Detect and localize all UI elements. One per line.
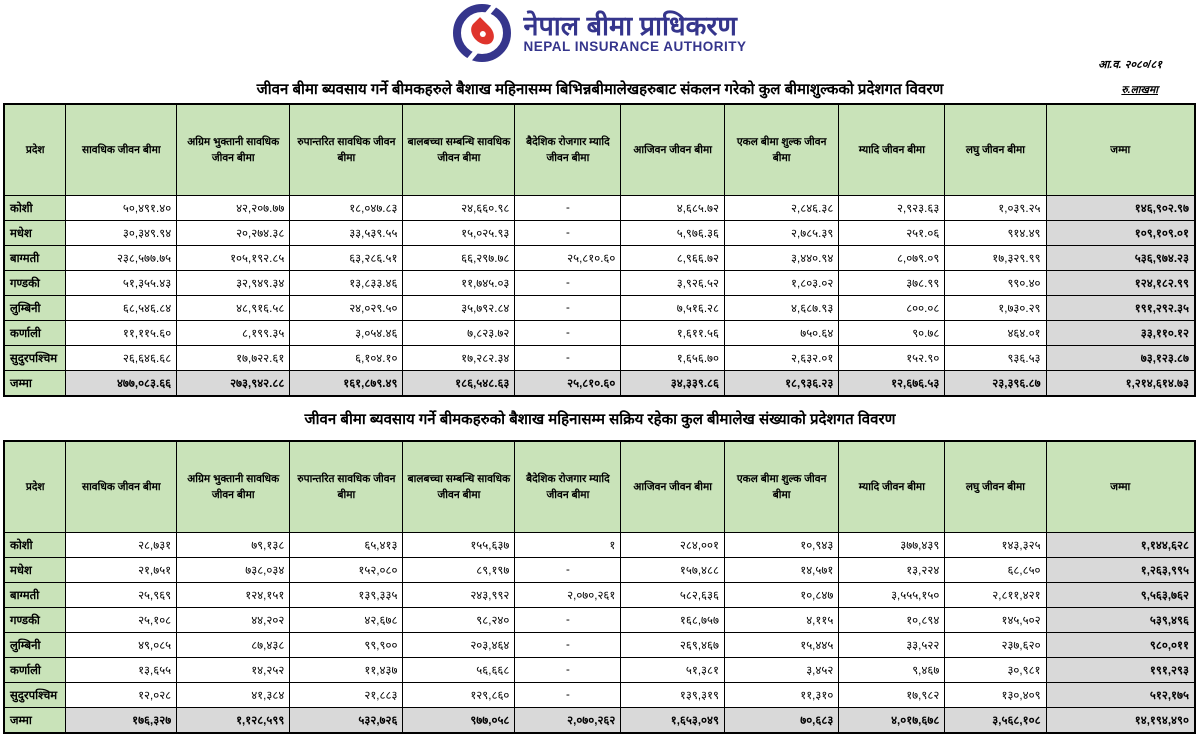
premium-table-title: जीवन बीमा ब्यवसाय गर्ने बीमकहरुले बैशाख महिनासम्म बिभिन्नबीमालेखहरुबाट संकलन गरेको कुल बीमाशुल्कको प्रदेशगत विवरण — [256, 81, 944, 98]
province-cell: कोशी — [4, 533, 66, 558]
value-cell: २१,७५१ — [66, 558, 177, 583]
table-row — [4, 558, 1195, 583]
value-cell: १२४,१५१ — [177, 583, 290, 608]
row-total-cell: ३३,११०.१२ — [1046, 321, 1195, 346]
province-cell: सुदुरपश्चिम — [4, 683, 66, 708]
value-cell: - — [515, 196, 621, 221]
value-cell: १०,८४७ — [725, 583, 839, 608]
value-cell: २,६३२.०१ — [725, 346, 839, 371]
column-header: बैदेशिक रोजगार म्यादि जीवन बीमा — [515, 104, 621, 196]
authority-emblem-icon — [453, 4, 511, 62]
table-row — [4, 296, 1195, 321]
row-total-cell: १,२१४,६१४.७३ — [1046, 371, 1195, 397]
table-row — [4, 608, 1195, 633]
value-cell: ८००.०८ — [839, 296, 945, 321]
value-cell: ४९,०८५ — [66, 633, 177, 658]
table-row — [4, 196, 1195, 221]
table-row — [4, 246, 1195, 271]
value-cell: ५८२,६३६ — [621, 583, 725, 608]
column-header: सावधिक जीवन बीमा — [66, 441, 177, 533]
row-total-cell: १९१,२९३ — [1046, 658, 1195, 683]
row-total-cell: १,२६३,९९५ — [1046, 558, 1195, 583]
value-cell: ९९,९०० — [290, 633, 403, 658]
column-header: लघु जीवन बीमा — [945, 441, 1046, 533]
table-row — [4, 271, 1195, 296]
value-cell: ४,११५ — [725, 608, 839, 633]
value-cell: ६३,२८६.५१ — [290, 246, 403, 271]
table-row — [4, 658, 1195, 683]
value-cell: ६८,८५० — [945, 558, 1046, 583]
value-cell: ६८,५४६.८४ — [66, 296, 177, 321]
column-header: एकल बीमा शुल्क जीवन बीमा — [725, 441, 839, 533]
value-cell: ३२,९४९.३४ — [177, 271, 290, 296]
value-cell: ३०,९८१ — [945, 658, 1046, 683]
province-cell: बाग्मती — [4, 246, 66, 271]
value-cell: १५,४४५ — [725, 633, 839, 658]
value-cell: १४,२५२ — [177, 658, 290, 683]
value-cell: १४५,५०२ — [945, 608, 1046, 633]
province-cell: मधेश — [4, 221, 66, 246]
header-row — [4, 441, 1195, 533]
premium-by-province-table — [3, 103, 1196, 397]
table-row — [4, 583, 1195, 608]
column-header: सावधिक जीवन बीमा — [66, 104, 177, 196]
column-header: आजिवन जीवन बीमा — [621, 441, 725, 533]
value-cell: - — [515, 633, 621, 658]
value-cell: ३५,७९२.८४ — [403, 296, 515, 321]
value-cell: ५१,३८१ — [621, 658, 725, 683]
value-cell: ९१४.४९ — [945, 221, 1046, 246]
row-total-cell: १०९,१०९.०१ — [1046, 221, 1195, 246]
value-cell: ३४,३३९.८६ — [621, 371, 725, 397]
value-cell: ७९,१३८ — [177, 533, 290, 558]
value-cell: - — [515, 346, 621, 371]
column-header: रुपान्तरित सावधिक जीवन बीमा — [290, 441, 403, 533]
province-cell: कर्णाली — [4, 321, 66, 346]
emblem-ring-gap — [466, 50, 479, 64]
value-cell: १३९,३१९ — [621, 683, 725, 708]
value-cell: - — [515, 321, 621, 346]
value-cell: २,०७०,२६१ — [515, 583, 621, 608]
value-cell: २,९२३.६३ — [839, 196, 945, 221]
value-cell: २५,८१०.६० — [515, 246, 621, 271]
authority-logo — [0, 4, 1200, 62]
value-cell: २५,८१०.६० — [515, 371, 621, 397]
value-cell: २७३,९४२.८८ — [177, 371, 290, 397]
value-cell: ७०,६८३ — [725, 708, 839, 734]
column-header: आजिवन जीवन बीमा — [621, 104, 725, 196]
province-cell: जम्मा — [4, 371, 66, 397]
value-cell: ८७,४३८ — [177, 633, 290, 658]
value-cell: १८,९३६.२३ — [725, 371, 839, 397]
value-cell: ३७८.९९ — [839, 271, 945, 296]
province-cell: सुदुरपश्चिम — [4, 346, 66, 371]
value-cell: १,६११.५६ — [621, 321, 725, 346]
value-cell: १३,२२४ — [839, 558, 945, 583]
row-total-cell: ५३६,९७४.२३ — [1046, 246, 1195, 271]
row-total-cell: १९१,२९२.३५ — [1046, 296, 1195, 321]
value-cell: १७,२८२.३४ — [403, 346, 515, 371]
value-cell: १३,८३३.४६ — [290, 271, 403, 296]
value-cell: ३,५६८,१०८ — [945, 708, 1046, 734]
value-cell: ९९०.४० — [945, 271, 1046, 296]
value-cell: ४४,२०२ — [177, 608, 290, 633]
total-row — [4, 371, 1195, 397]
value-cell: - — [515, 683, 621, 708]
value-cell: १,१२८,५९९ — [177, 708, 290, 734]
value-cell: २,७८५.३९ — [725, 221, 839, 246]
value-cell: १७,९८२ — [839, 683, 945, 708]
column-header: जम्मा — [1046, 441, 1195, 533]
value-cell: ३३,५३९.५५ — [290, 221, 403, 246]
value-cell: १४३,३२५ — [945, 533, 1046, 558]
table-row — [4, 683, 1195, 708]
province-cell: जम्मा — [4, 708, 66, 734]
value-cell: ४६४.०१ — [945, 321, 1046, 346]
row-total-cell: ५१२,१७५ — [1046, 683, 1195, 708]
value-cell: १४,५७१ — [725, 558, 839, 583]
authority-name-nepali: नेपाल बीमा प्राधिकरण — [523, 10, 737, 41]
row-total-cell: १४,१९४,४९० — [1046, 708, 1195, 734]
value-cell: २४,६६०.९८ — [403, 196, 515, 221]
value-cell: १६८,७५७ — [621, 608, 725, 633]
value-cell: १८,०४७.८३ — [290, 196, 403, 221]
value-cell: २०,२७४.३८ — [177, 221, 290, 246]
value-cell: १७,३२९.९९ — [945, 246, 1046, 271]
value-cell: ३३,५२२ — [839, 633, 945, 658]
table-row — [4, 346, 1195, 371]
value-cell: १८६,५४८.६३ — [403, 371, 515, 397]
value-cell: ४,६८५.७२ — [621, 196, 725, 221]
value-cell: ९,४६७ — [839, 658, 945, 683]
value-cell: ११,३१० — [725, 683, 839, 708]
value-cell: १०,९४३ — [725, 533, 839, 558]
value-cell: १२,६७६.५३ — [839, 371, 945, 397]
value-cell: १७६,३२७ — [66, 708, 177, 734]
column-header: अग्रिम भुक्तानी सावधिक जीवन बीमा — [177, 104, 290, 196]
value-cell: ६,१०४.१० — [290, 346, 403, 371]
value-cell: ९८,२४० — [403, 608, 515, 633]
value-cell: ६६,२९७.७८ — [403, 246, 515, 271]
emblem-ring-gap — [486, 2, 499, 16]
column-header: म्यादि जीवन बीमा — [839, 441, 945, 533]
value-cell: ४८,९१६.५८ — [177, 296, 290, 321]
province-cell: गण्डकी — [4, 608, 66, 633]
value-cell: ४७७,०८३.६६ — [66, 371, 177, 397]
value-cell: १६१,८७९.४९ — [290, 371, 403, 397]
value-cell: १३,६५५ — [66, 658, 177, 683]
column-header: लघु जीवन बीमा — [945, 104, 1046, 196]
province-cell: बाग्मती — [4, 583, 66, 608]
value-cell: २८४,००१ — [621, 533, 725, 558]
value-cell: १,८०३.०२ — [725, 271, 839, 296]
value-cell: ८९,१९७ — [403, 558, 515, 583]
value-cell: १,६५६.७० — [621, 346, 725, 371]
value-cell: १५,०२५.९३ — [403, 221, 515, 246]
value-cell: ७,५१६.२८ — [621, 296, 725, 321]
column-header: बालबच्चा सम्बन्धि सावधिक जीवन बीमा — [403, 104, 515, 196]
value-cell: ९७७,०५८ — [403, 708, 515, 734]
province-cell: कर्णाली — [4, 658, 66, 683]
value-cell: ५३२,७२६ — [290, 708, 403, 734]
row-total-cell: १,१४४,६२८ — [1046, 533, 1195, 558]
value-cell: ८,९६६.७२ — [621, 246, 725, 271]
row-total-cell: ९,५६३,७६२ — [1046, 583, 1195, 608]
value-cell: ३,५५५,१५० — [839, 583, 945, 608]
value-cell: २३,३९६.८७ — [945, 371, 1046, 397]
value-cell: १५५,६३७ — [403, 533, 515, 558]
total-row — [4, 708, 1195, 734]
column-header: जम्मा — [1046, 104, 1195, 196]
value-cell: - — [515, 221, 621, 246]
row-total-cell: ५३९,४९६ — [1046, 608, 1195, 633]
value-cell: १,७३०.२९ — [945, 296, 1046, 321]
value-cell: ९३६.५३ — [945, 346, 1046, 371]
value-cell: २६९,४६७ — [621, 633, 725, 658]
value-cell: १७,७२२.६१ — [177, 346, 290, 371]
premium-table-container — [3, 103, 1196, 397]
table-row — [4, 533, 1195, 558]
value-cell: ५६,६६८ — [403, 658, 515, 683]
column-header: एकल बीमा शुल्क जीवन बीमा — [725, 104, 839, 196]
value-cell: ८,१९९.३५ — [177, 321, 290, 346]
value-cell: १०५,१९२.८५ — [177, 246, 290, 271]
fiscal-year-label: आ.व. २०८०/८१ — [1098, 59, 1162, 71]
value-cell: ४२,६७८ — [290, 608, 403, 633]
column-header: प्रदेश — [4, 441, 66, 533]
value-cell: २४३,९९२ — [403, 583, 515, 608]
row-total-cell: १२४,१८२.९९ — [1046, 271, 1195, 296]
value-cell: २,०७०,२६२ — [515, 708, 621, 734]
value-cell: ६५,४१३ — [290, 533, 403, 558]
value-cell: - — [515, 608, 621, 633]
value-cell: ५,९७६.३६ — [621, 221, 725, 246]
value-cell: २५,९६९ — [66, 583, 177, 608]
row-total-cell: ९८०,०११ — [1046, 633, 1195, 658]
value-cell: २५१.०६ — [839, 221, 945, 246]
value-cell: ११,४३७ — [290, 658, 403, 683]
value-cell: - — [515, 271, 621, 296]
header-row — [4, 104, 1195, 196]
value-cell: ७५०.६४ — [725, 321, 839, 346]
table-row — [4, 321, 1195, 346]
policy-count-by-province-table — [3, 440, 1196, 734]
column-header: रुपान्तरित सावधिक जीवन बीमा — [290, 104, 403, 196]
value-cell: २०३,४६४ — [403, 633, 515, 658]
value-cell: ३,४५२ — [725, 658, 839, 683]
value-cell: ३,४४०.९४ — [725, 246, 839, 271]
policy-count-table-title: जीवन बीमा ब्यवसाय गर्ने बीमकहरुको बैशाख महिनासम्म सक्रिय रहेका कुल बीमालेख संख्याको प्रदेशगत विवरण — [304, 411, 896, 428]
policy-count-table-container — [3, 440, 1196, 734]
value-cell: १३९,३३५ — [290, 583, 403, 608]
column-header: प्रदेश — [4, 104, 66, 196]
value-cell: ११,७४५.०३ — [403, 271, 515, 296]
row-total-cell: १४६,९०२.९७ — [1046, 196, 1195, 221]
value-cell: १५२.९० — [839, 346, 945, 371]
value-cell: ४,६८७.९३ — [725, 296, 839, 321]
value-cell: २८,७३१ — [66, 533, 177, 558]
column-header: बालबच्चा सम्बन्धि सावधिक जीवन बीमा — [403, 441, 515, 533]
value-cell: - — [515, 658, 621, 683]
value-cell: १५७,४८८ — [621, 558, 725, 583]
value-cell: १,६५३,०४९ — [621, 708, 725, 734]
value-cell: ४१,३८४ — [177, 683, 290, 708]
value-cell: २६,६४६.६८ — [66, 346, 177, 371]
row-total-cell: ७३,१२३.८७ — [1046, 346, 1195, 371]
unit-label: रु.लाखमा — [1121, 84, 1158, 96]
table-row — [4, 221, 1195, 246]
value-cell: ७३८,०३४ — [177, 558, 290, 583]
value-cell: २,८११,४२१ — [945, 583, 1046, 608]
value-cell: १५२,०८० — [290, 558, 403, 583]
value-cell: २५,१०८ — [66, 608, 177, 633]
value-cell: ८,०७९.०९ — [839, 246, 945, 271]
value-cell: ४२,२०७.७७ — [177, 196, 290, 221]
value-cell: २३८,५७७.७५ — [66, 246, 177, 271]
authority-name-english: NEPAL INSURANCE AUTHORITY — [523, 39, 747, 55]
value-cell: १०,८९४ — [839, 608, 945, 633]
value-cell: ५०,४९१.४० — [66, 196, 177, 221]
value-cell: १ — [515, 533, 621, 558]
value-cell: ११,११५.६० — [66, 321, 177, 346]
value-cell: ३,०५४.४६ — [290, 321, 403, 346]
province-cell: मधेश — [4, 558, 66, 583]
value-cell: २४,०२९.५० — [290, 296, 403, 321]
province-cell: गण्डकी — [4, 271, 66, 296]
value-cell: २३७,६२० — [945, 633, 1046, 658]
column-header: बैदेशिक रोजगार म्यादि जीवन बीमा — [515, 441, 621, 533]
province-cell: लुम्बिनी — [4, 633, 66, 658]
value-cell: १३०,४०९ — [945, 683, 1046, 708]
value-cell: १२९,८६० — [403, 683, 515, 708]
province-cell: लुम्बिनी — [4, 296, 66, 321]
value-cell: ४,०१७,६७८ — [839, 708, 945, 734]
value-cell: ९०.७८ — [839, 321, 945, 346]
value-cell: ५१,३५५.४३ — [66, 271, 177, 296]
value-cell: ३०,३४९.९४ — [66, 221, 177, 246]
province-cell: कोशी — [4, 196, 66, 221]
value-cell: १२,०२८ — [66, 683, 177, 708]
value-cell: ३,९२६.५२ — [621, 271, 725, 296]
value-cell: २,८४६.३८ — [725, 196, 839, 221]
column-header: म्यादि जीवन बीमा — [839, 104, 945, 196]
column-header: अग्रिम भुक्तानी सावधिक जीवन बीमा — [177, 441, 290, 533]
value-cell: ७,८२३.७२ — [403, 321, 515, 346]
table-row — [4, 633, 1195, 658]
value-cell: - — [515, 558, 621, 583]
value-cell: १,०३९.२५ — [945, 196, 1046, 221]
authority-name-block — [523, 12, 746, 55]
value-cell: ३७७,४३९ — [839, 533, 945, 558]
emblem-red-swirl-icon — [467, 17, 499, 49]
value-cell: - — [515, 296, 621, 321]
value-cell: २१,८८३ — [290, 683, 403, 708]
